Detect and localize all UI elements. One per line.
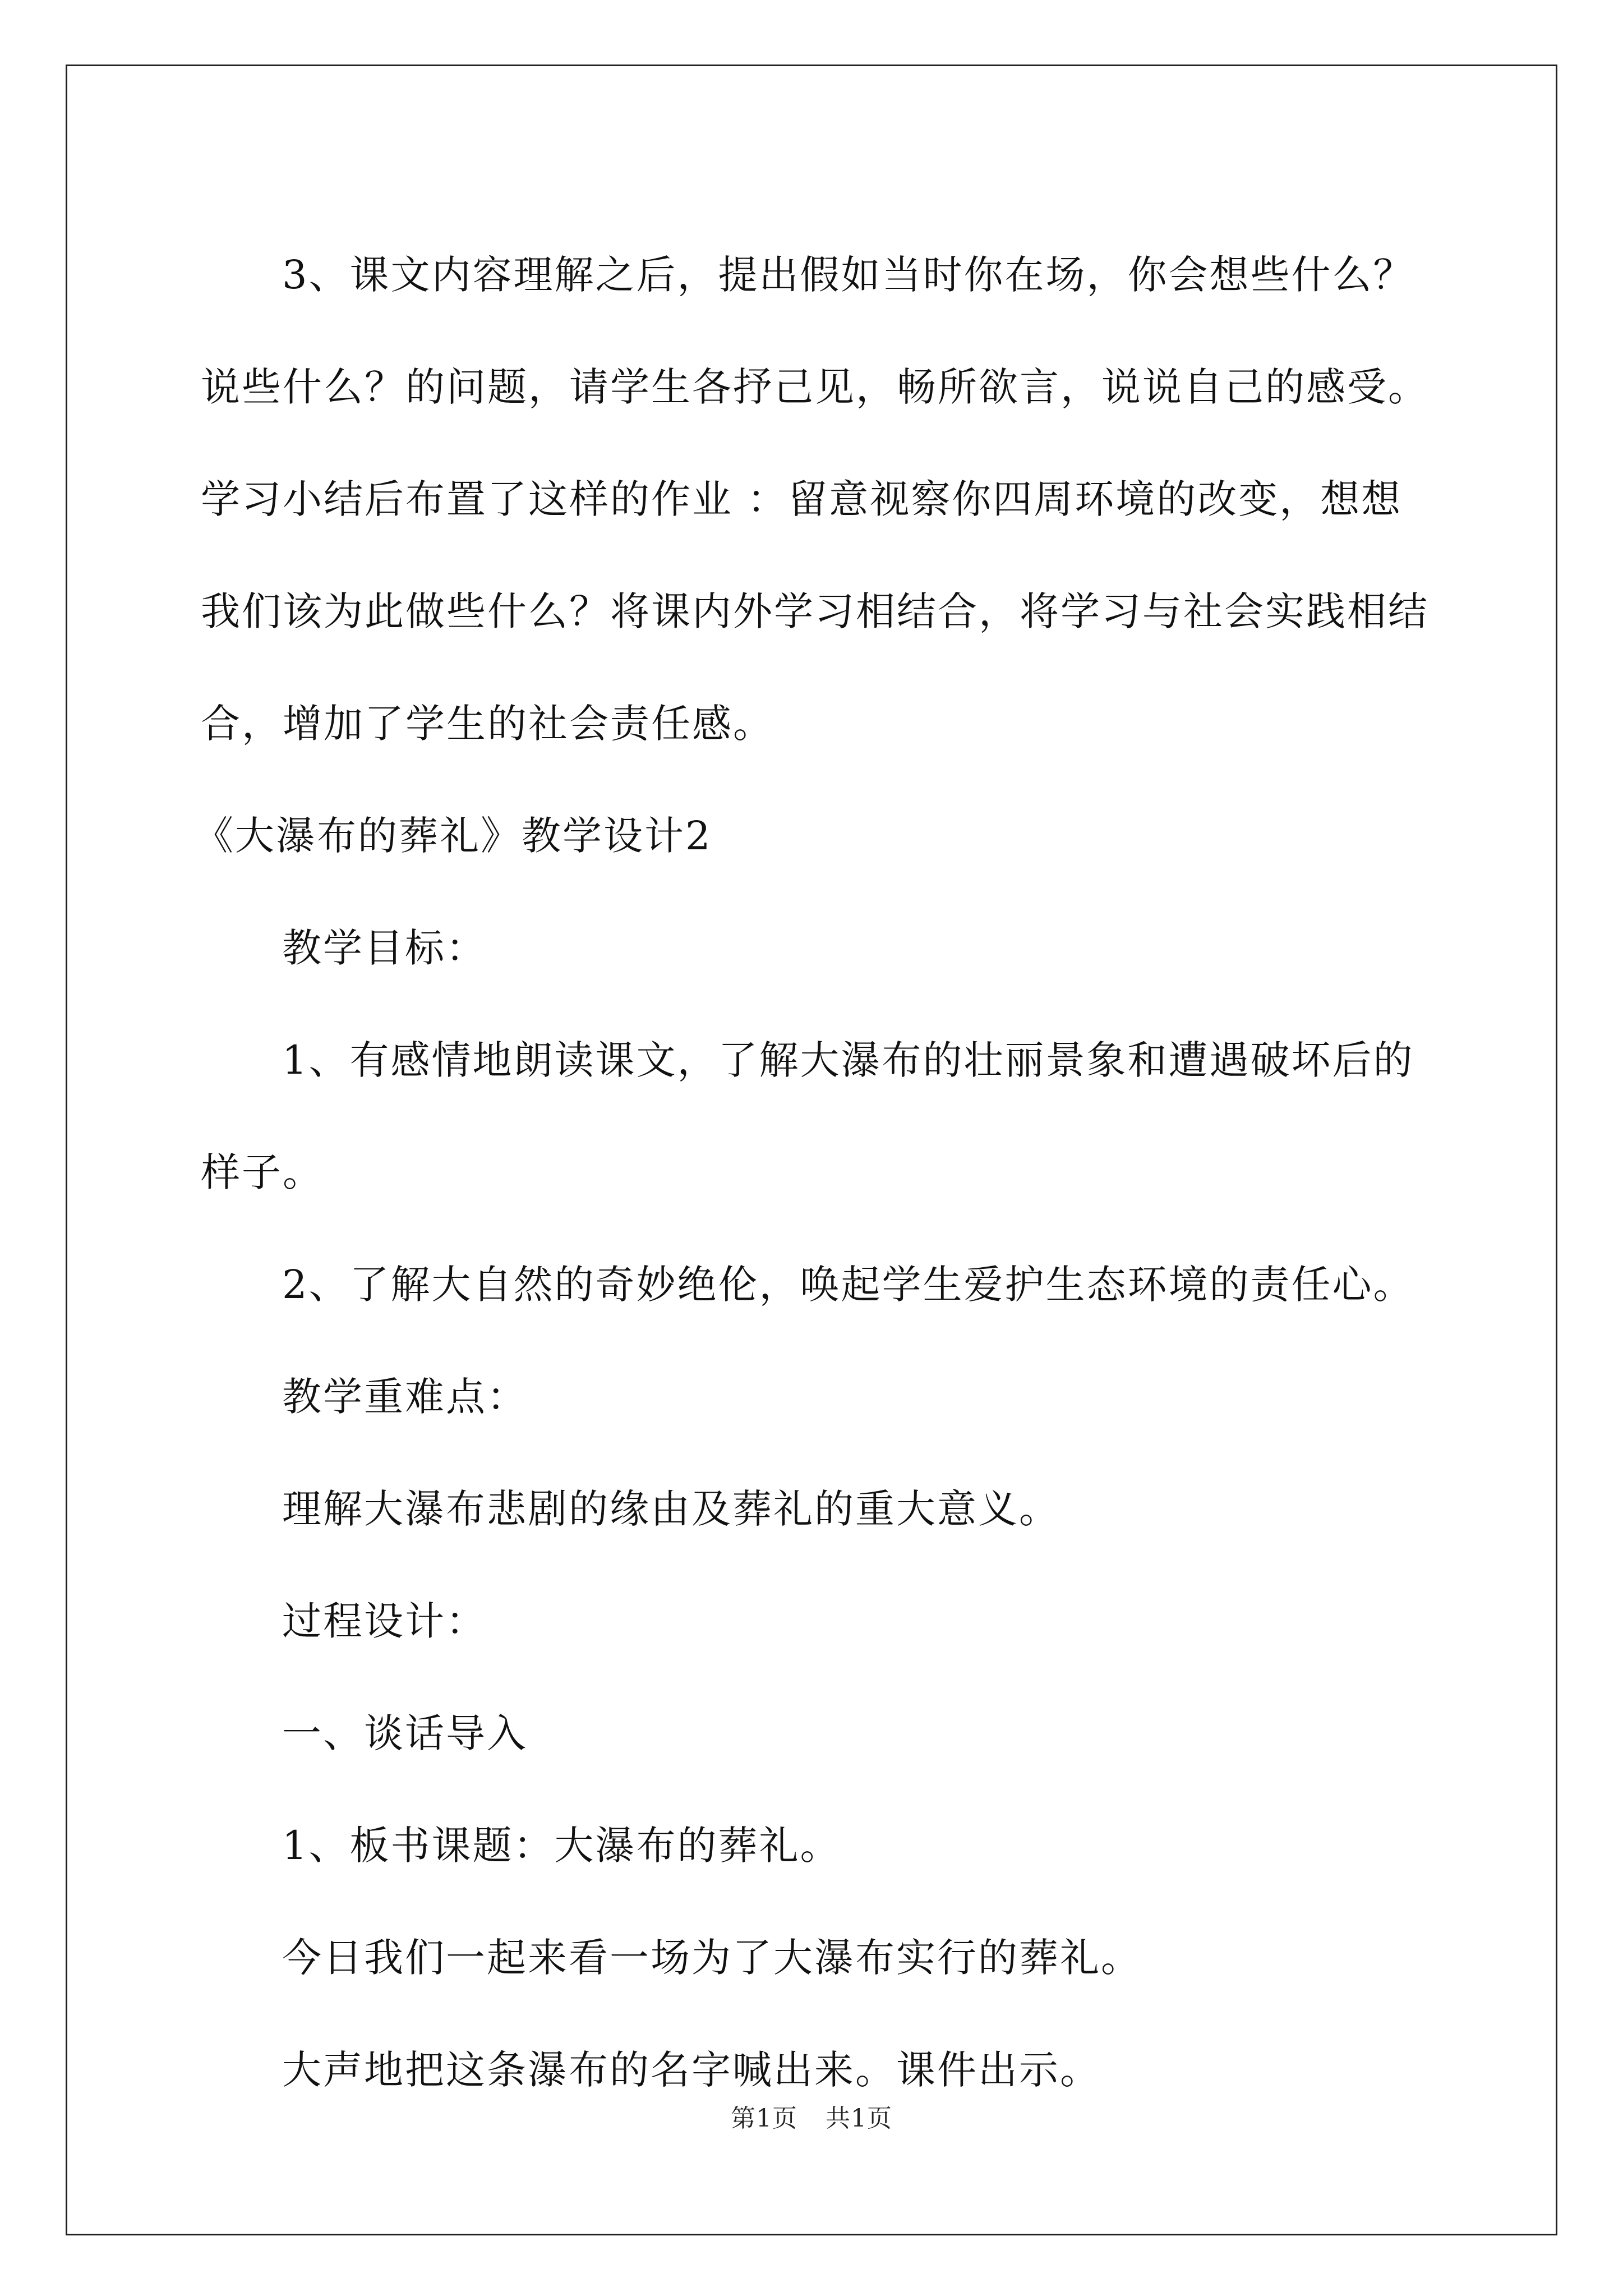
paragraph-goal-2: 2、了解大自然的奇妙绝伦，唤起学生爱护生态环境的责任心。 — [282, 1262, 1414, 1308]
paragraph-goal-1: 1、有感情地朗读课文，了解大瀑布的壮丽景象和遭遇破坏后的样子。 — [201, 1037, 1414, 1195]
paragraph-difficulty-label: 教学重难点： — [282, 1374, 528, 1420]
page-number-total: 共1页 — [826, 2104, 892, 2133]
paragraph-intro-today: 今日我们一起来看一场为了大瀑布实行的葬礼。 — [282, 1935, 1142, 1981]
paragraph-difficulty-text: 理解大瀑布悲剧的缘由及葬礼的重大意义。 — [282, 1486, 1060, 1532]
paragraph-intro-heading: 一、谈话导入 — [282, 1710, 528, 1756]
page-number-current: 第1页 — [731, 2104, 797, 2133]
paragraph-goals-label: 教学目标： — [282, 925, 487, 971]
paragraph-intro-step-1: 1、板书课题：大瀑布的葬礼。 — [282, 1823, 841, 1869]
page-footer — [0, 2098, 1623, 2134]
paragraph-process-label: 过程设计： — [282, 1598, 487, 1644]
document-body — [194, 219, 1440, 2126]
paragraph-homework-summary: 3、课文内容理解之后，提出假如当时你在场，你会想些什么？说些什么？的问题，请学生各抒己见，畅所欲言，说说自己的感受。学习小结后布置了这样的作业 ：留意视察你四周环境的改变，想想我们该为此做些什么？将课内外学习相结合，将学习与社会实践相结合，增加了学生的社会责任感。 — [201, 252, 1429, 747]
section-title: 《大瀑布的葬礼》教学设计2 — [194, 813, 712, 859]
paragraph-intro-shout: 大声地把这条瀑布的名字喊出来。课件出示。 — [282, 2047, 1101, 2093]
